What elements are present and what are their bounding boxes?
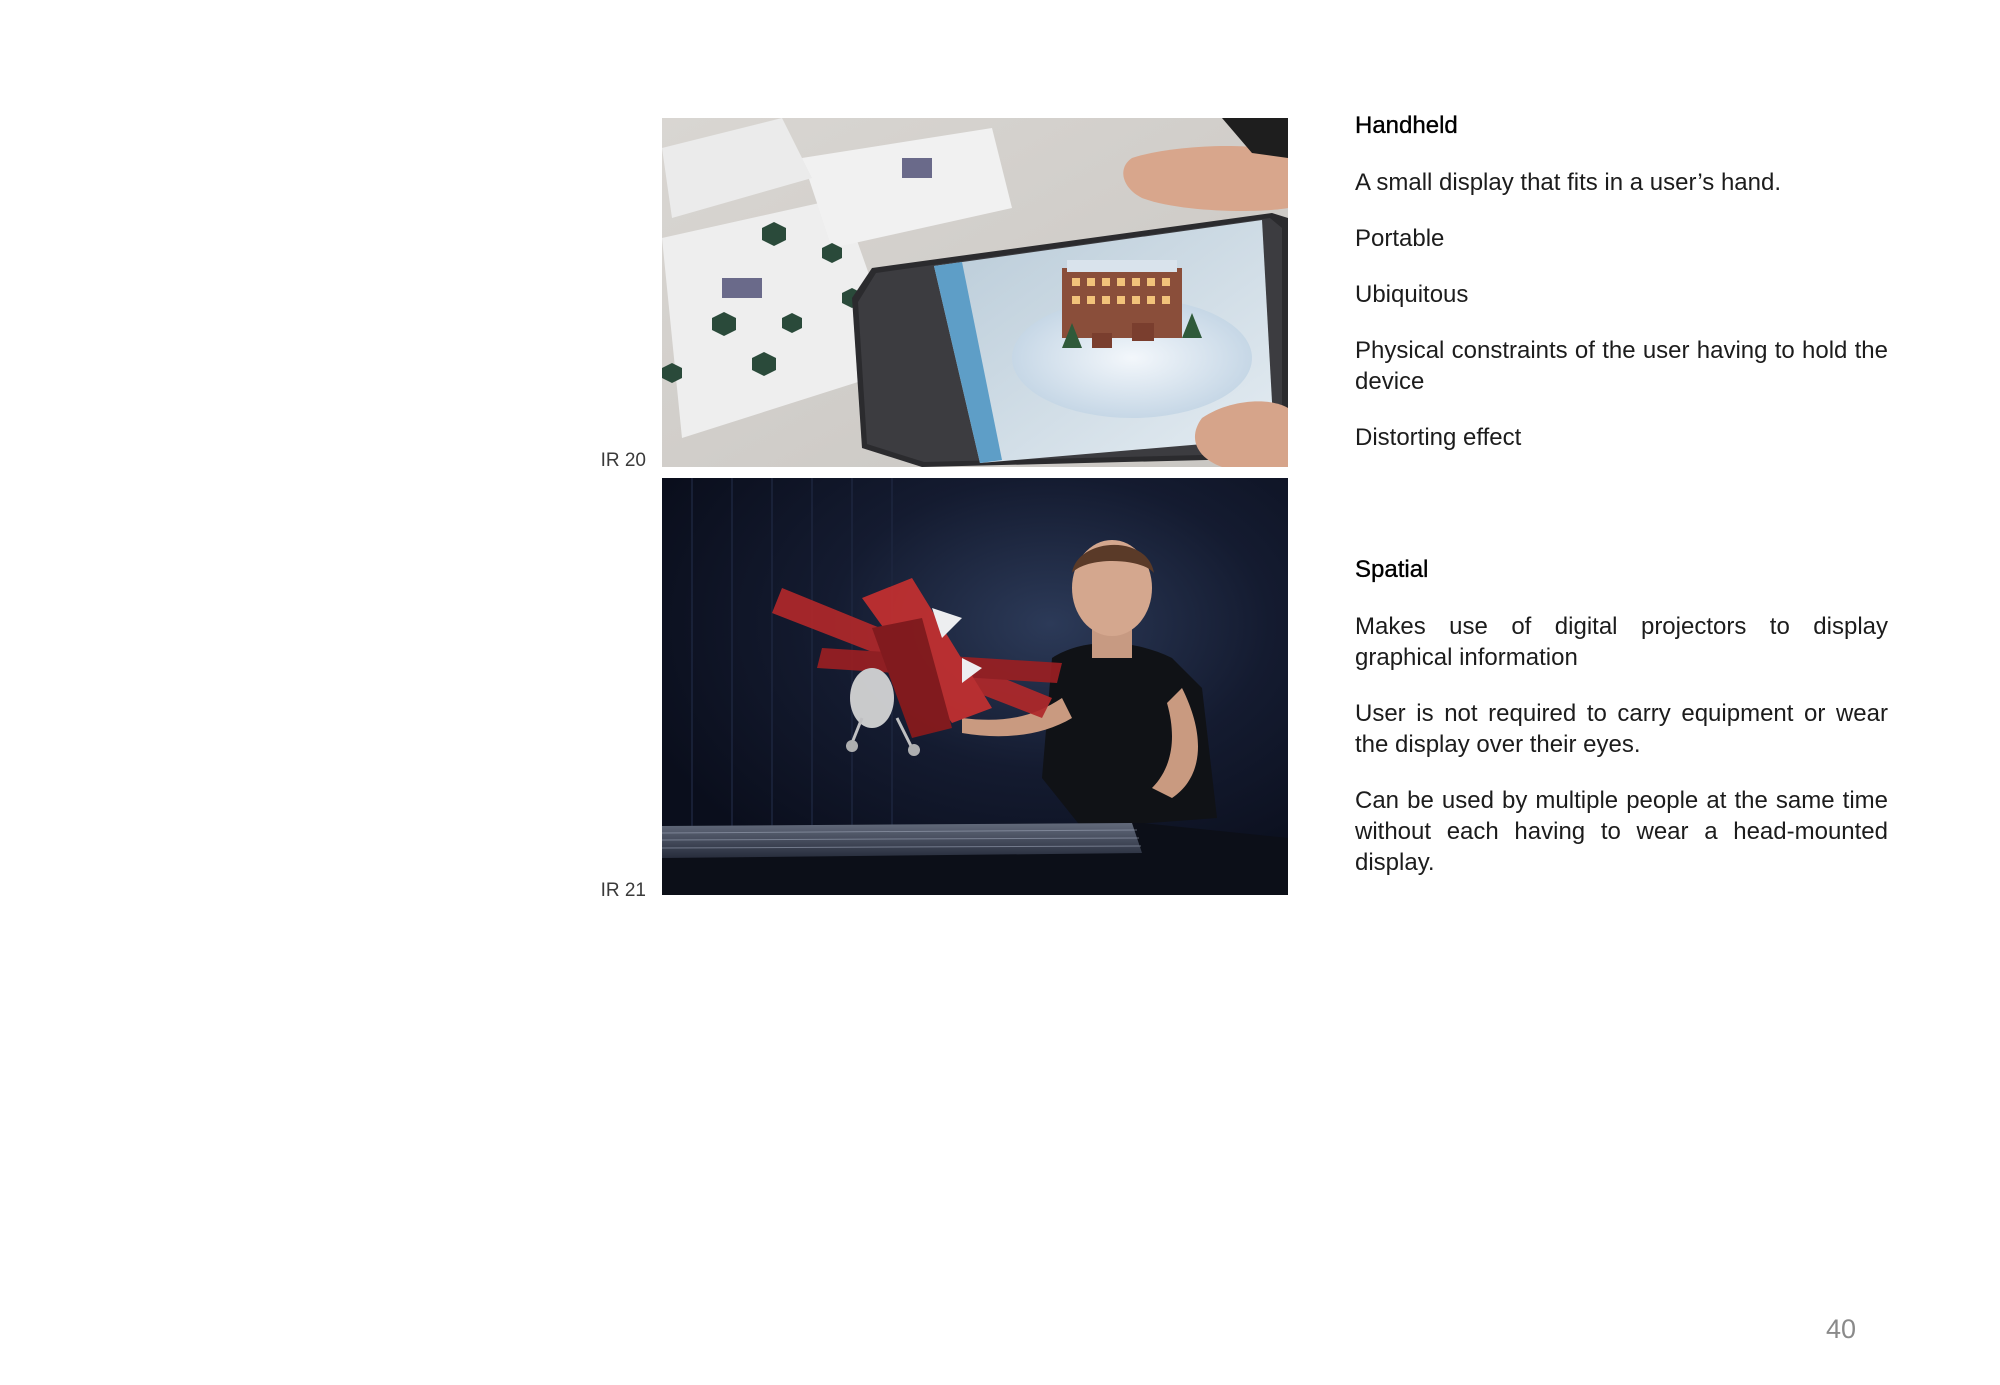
spatial-title: Spatial — [1355, 556, 1429, 583]
spatial-paragraph: User is not required to carry equipment or wear the display over their eyes. — [1355, 700, 1888, 758]
figure-caption-ir20: IR 20 — [600, 450, 646, 471]
handheld-ar-photo — [662, 118, 1288, 467]
spatial-paragraph: Can be used by multiple people at the same time without each having to wear a head-mounted display. — [1355, 787, 1888, 876]
spatial-section — [1355, 554, 1888, 903]
handheld-paragraph: Distorting effect — [1355, 424, 1522, 451]
spatial-paragraph: Makes use of digital projectors to display graphical information — [1355, 613, 1888, 671]
figure-caption-ir21: IR 21 — [600, 880, 646, 901]
page-number: 40 — [1826, 1314, 1857, 1344]
handheld-paragraph: Portable — [1355, 225, 1445, 252]
handheld-paragraph: A small display that fits in a user’s hand. — [1355, 169, 1781, 196]
handheld-ar-phone-photo-icon — [662, 118, 1288, 467]
handheld-title: Handheld — [1355, 112, 1458, 139]
spatial-projection-photo — [662, 478, 1288, 895]
handheld-section — [1355, 110, 1888, 478]
handheld-paragraph: Physical constraints of the user having to hold the device — [1355, 337, 1888, 395]
spatial-projection-airplane-photo-icon — [662, 478, 1288, 895]
handheld-paragraph: Ubiquitous — [1355, 281, 1469, 308]
